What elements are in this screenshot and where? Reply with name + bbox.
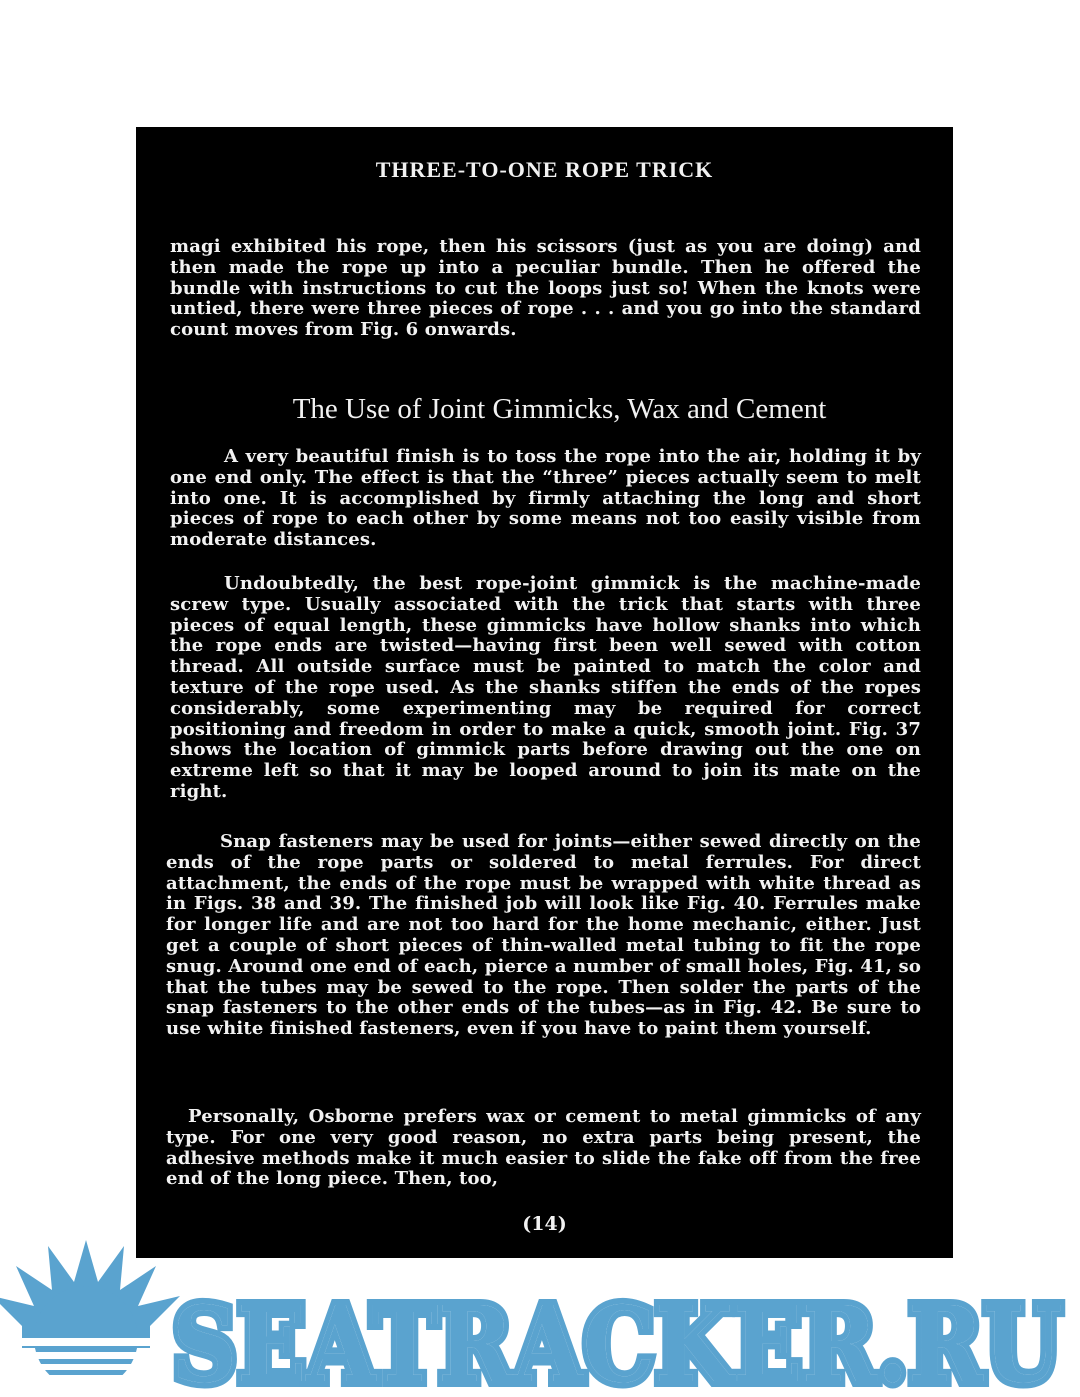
book-page	[136, 127, 953, 1258]
watermark-text-fill: SEATRACKER.RU	[172, 1283, 1062, 1397]
section-title: The Use of Joint Gimmicks, Wax and Cement	[292, 393, 827, 425]
paragraph-3: Snap fasteners may be used for joints—either sewed directly on the ends of the rope parts or soldered to metal ferrules. For direct attachment, the ends of the rope must be wrapped with white thread as in Figs. 38 and 39. The finished job will look like Fig. 40. Ferrules make for longer life and are not too hard for the home mechanic, either. Just get a couple of short pieces of thin-walled metal tubing to fit the rope snug. Around one end of each, pierce a number of small holes, Fig. 41, so that the tubes may be sewed to the rope. Then solder the parts of the snap fasteners to the other ends of the tubes—as in Fig. 42. Be sure to use white finished fasteners, even if you have to paint them yourself.	[166, 831, 921, 1040]
page-number: (14)	[522, 1213, 567, 1235]
paragraph-intro: magi exhibited his rope, then his scissors (just as you are doing) and then made the rope up into a peculiar bundle. Then he offered the bundle with instructions to cut the loops just so! When the knots were untied, there were three pieces of rope . . . and you go into the standard count moves from Fig. 6 onwards.	[170, 236, 921, 341]
watermark-logo	[0, 1238, 1080, 1397]
running-head: THREE-TO-ONE ROPE TRICK	[375, 157, 714, 182]
paragraph-2: Undoubtedly, the best rope-joint gimmick is the machine-made screw type. Usually associated with the trick that starts with three pieces of equal length, these gimmicks have hollow shanks into which the rope ends are twisted—having first been well sewed with cotton thread. All outside surface must be painted to match the color and texture of the rope used. As the shanks stiffen the ends of the ropes considerably, some experimenting may be required for correct positioning and freedom in order to make a quick, smooth joint. Fig. 37 shows the location of gimmick parts before drawing out the one on extreme left so that it may be looped around to join its mate on the right.	[170, 573, 921, 802]
paragraph-4: Personally, Osborne prefers wax or cement to metal gimmicks of any type. For one very good reason, no extra parts being present, the adhesive methods make it much easier to slide the fake off from the free end of the long piece. Then, too,	[166, 1106, 921, 1190]
paragraph-1: A very beautiful finish is to toss the rope into the air, holding it by one end only. The effect is that the “three” pieces actually seem to melt into one. It is accomplished by firmly attaching the long and short pieces of rope to each other by some means not too easily visible from moderate distances.	[170, 446, 921, 551]
sun-burst-icon	[0, 1240, 180, 1397]
watermark-text: SEATRACKER.RU	[172, 1283, 1062, 1397]
